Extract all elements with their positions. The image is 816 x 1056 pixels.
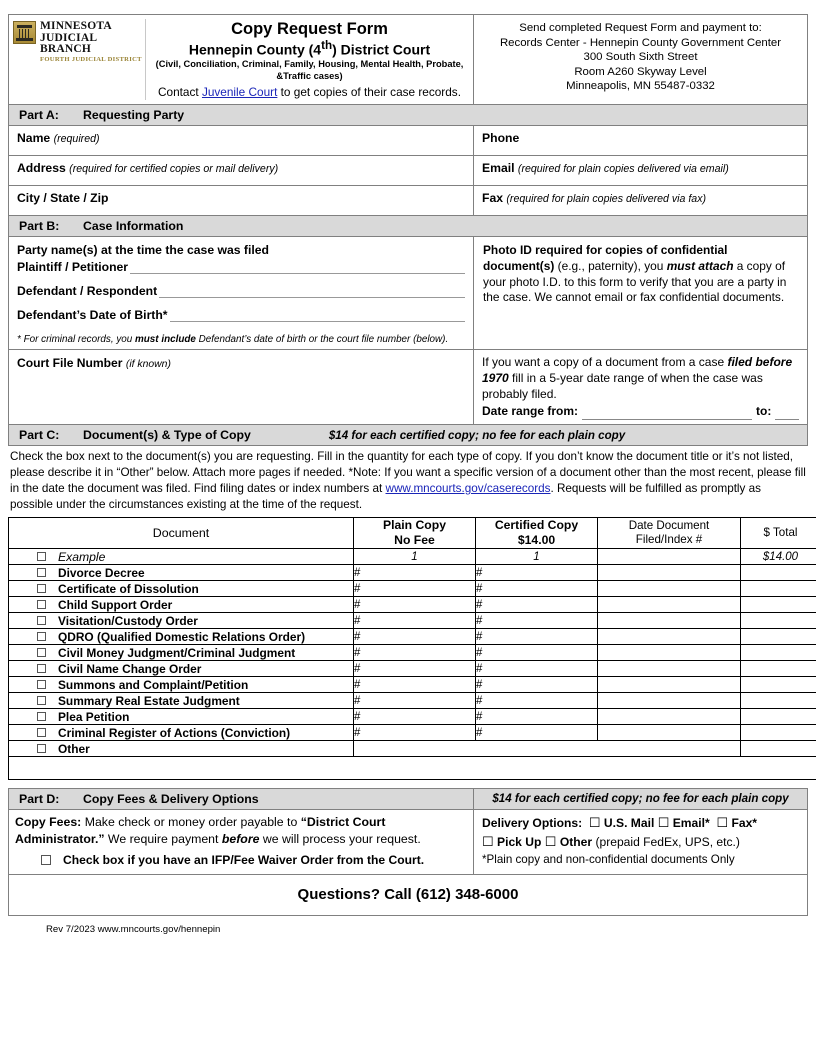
date-from-label: Date range from: [482, 403, 579, 418]
agency-logo [13, 19, 145, 100]
defendant-entry[interactable] [17, 284, 465, 298]
plaintiff-entry[interactable] [17, 260, 465, 274]
date-filed-input[interactable] [598, 629, 741, 645]
copy-fees-block [9, 810, 474, 873]
checkbox-icon[interactable]: ☐ [482, 833, 494, 849]
mailing-address-block [474, 15, 807, 104]
checkbox-icon[interactable] [37, 568, 46, 577]
total-input[interactable] [741, 693, 816, 709]
delivery-options-line-1 [482, 814, 801, 833]
certified-copy-qty-input[interactable]: # [476, 725, 598, 741]
other-and-blank-body [9, 741, 816, 780]
date-from-input[interactable] [582, 407, 752, 420]
part-c-label: Part C: [19, 427, 60, 442]
page-title: Copy Request Form [231, 20, 388, 38]
date-filed-input[interactable] [598, 581, 741, 597]
documents-table-body [9, 549, 816, 565]
checkbox-icon[interactable] [37, 552, 46, 561]
date-filed-input[interactable] [598, 725, 741, 741]
photo-id-mid1: (e.g., paternity), you [554, 258, 667, 273]
example-label: Example [58, 549, 106, 564]
delivery-option-pick-up[interactable]: Pick Up [497, 834, 542, 849]
plain-copy-qty-input[interactable]: # [354, 613, 476, 629]
part-b-grid [8, 237, 808, 425]
other-total-cell[interactable] [741, 741, 816, 757]
name-label: Name [17, 130, 51, 145]
total-input[interactable] [741, 725, 816, 741]
part-d-fee-note: $14 for each certified copy; no fee for each plain copy [492, 792, 789, 806]
total-input[interactable] [741, 645, 816, 661]
part-b-banner [8, 216, 808, 237]
part-d-body [8, 810, 808, 874]
document-label: Summary Real Estate Judgment [58, 693, 240, 708]
table-row [9, 725, 816, 741]
plain-copy-qty-input[interactable]: # [354, 725, 476, 741]
checkbox-icon[interactable] [37, 616, 46, 625]
juvenile-contact-note [148, 83, 471, 100]
document-cell [9, 565, 354, 581]
table-row [9, 565, 816, 581]
checkbox-icon[interactable] [37, 696, 46, 705]
address-line: Records Center - Hennepin County Government Center [499, 36, 782, 49]
document-cell [9, 661, 354, 677]
form-header [8, 14, 808, 105]
defendant-write-line[interactable] [159, 286, 465, 298]
other-description-input[interactable] [354, 741, 741, 757]
date-to-input[interactable] [775, 407, 799, 420]
delivery-options-title: Delivery Options: [482, 816, 583, 831]
logo-line-3: FOURTH JUDICIAL DISTRICT [40, 55, 142, 63]
date-filed-line1: Date Document [628, 518, 710, 532]
phone-field[interactable] [474, 126, 807, 155]
date-filed-input[interactable] [598, 709, 741, 725]
footnote-pre: * For criminal records, you [17, 333, 135, 345]
example-certified-qty: 1 [476, 549, 598, 565]
name-note: (required) [53, 132, 100, 145]
table-row-other [9, 741, 816, 757]
part-a-label: Part A: [19, 107, 59, 122]
column-header-total: $ Total [741, 518, 816, 549]
address-note: (required for certified copies or mail delivery) [69, 162, 279, 175]
email-note: (required for plain copies delivered via email) [517, 162, 729, 175]
checkbox-icon[interactable] [37, 664, 46, 673]
checkbox-icon[interactable] [37, 744, 46, 753]
pillar-icon [13, 21, 36, 44]
date-filed-input[interactable] [598, 565, 741, 581]
checkbox-icon[interactable]: ☐ [657, 815, 670, 831]
copy-fees-text3: we will process your request. [259, 832, 421, 847]
date-to-label: to: [756, 403, 772, 418]
checkbox-icon[interactable] [41, 855, 51, 865]
footnote-bold: must include [134, 333, 196, 345]
checkbox-icon[interactable] [37, 584, 46, 593]
part-b-title: Case Information [83, 218, 184, 233]
footnote-post: Defendant’s date of birth or the court file number (below). [195, 333, 449, 345]
plain-copy-qty-input[interactable]: # [354, 677, 476, 693]
filed-before-1970: filed before 1970 [482, 354, 793, 385]
certified-copy-qty-input[interactable]: # [476, 709, 598, 725]
court-file-number-field[interactable] [9, 350, 474, 424]
plain-copy-qty-input[interactable]: # [354, 597, 476, 613]
party-names-heading: Party name(s) at the time the case was filed [17, 242, 269, 257]
date-range-block [474, 350, 807, 424]
document-cell [9, 725, 354, 741]
instructions-pre: Check the box next to the document(s) you are requesting. Fill in the quantity for each type of copy. If you don’t know the document title or it’s not listed, please describe it in “Other” below. Attach more pages if needed. *Note: If you want a specific version of a document other than the most recent, please fill in the date the document was filed. Find filing dates or index numbers at [10, 449, 806, 496]
date-filed-input[interactable] [598, 677, 741, 693]
delivery-option-fax[interactable]: Fax* [731, 816, 758, 831]
certified-copy-qty-input[interactable]: # [476, 613, 598, 629]
checkbox-icon[interactable]: ☐ [544, 833, 557, 849]
table-row [9, 677, 816, 693]
address-line: Minneapolis, MN 55487-0332 [566, 80, 715, 93]
blank-row-cell[interactable] [9, 757, 816, 780]
document-label: QDRO (Qualified Domestic Relations Order) [58, 629, 306, 644]
document-label: Civil Name Change Order [58, 661, 202, 676]
date-range-instruction-pre: If you want a copy of a document from a case [482, 354, 728, 369]
example-plain-qty: 1 [354, 549, 476, 565]
total-input[interactable] [741, 629, 816, 645]
total-input[interactable] [741, 581, 816, 597]
total-input[interactable] [741, 661, 816, 677]
table-row [9, 693, 816, 709]
document-label: Plea Petition [58, 709, 130, 724]
document-cell [9, 677, 354, 693]
instructions-post: . Requests will be fulfilled as promptly as possible under the circumstances existing at the time of the request. [10, 482, 761, 512]
copy-fees-lead: Copy Fees: [15, 815, 82, 830]
questions-banner: Questions? Call (612) 348-6000 [8, 875, 808, 916]
address-line: Room A260 Skyway Level [574, 65, 707, 78]
part-a-row-3 [9, 186, 807, 216]
delivery-options-line-2 [482, 833, 801, 852]
header-left [9, 15, 474, 104]
part-c-title: Document(s) & Type of Copy [83, 427, 251, 442]
caserecords-link[interactable]: www.mncourts.gov/caserecords [385, 482, 551, 496]
part-a-row-2 [9, 156, 807, 186]
logo-line-2: JUDICIAL BRANCH [40, 31, 97, 55]
certified-copy-qty-input[interactable]: # [476, 645, 598, 661]
date-filed-line2: Filed/Index # [635, 533, 703, 547]
date-filed-input[interactable] [598, 613, 741, 629]
document-cell [9, 709, 354, 725]
certified-copy-qty-input[interactable]: # [476, 693, 598, 709]
date-filed-input[interactable] [598, 661, 741, 677]
delivery-option-email[interactable]: Email* [672, 816, 710, 831]
page-subtitle [148, 39, 471, 58]
city-state-zip-label: City / State / Zip [17, 190, 109, 205]
email-label: Email [482, 160, 515, 175]
name-field[interactable] [9, 126, 474, 155]
plaintiff-label: Plaintiff / Petitioner [17, 259, 129, 274]
city-state-zip-field[interactable] [9, 186, 474, 215]
document-cell [9, 581, 354, 597]
checkbox-icon[interactable] [37, 648, 46, 657]
defendant-dob-write-line[interactable] [170, 310, 465, 322]
table-row [9, 581, 816, 597]
checkbox-icon[interactable]: ☐ [588, 815, 601, 831]
address-line: 300 South Sixth Street [583, 51, 698, 64]
total-input[interactable] [741, 565, 816, 581]
table-row [9, 709, 816, 725]
defendant-dob-entry[interactable] [17, 308, 465, 322]
document-label: Summons and Complaint/Petition [58, 677, 249, 692]
certified-copy-qty-input[interactable]: # [476, 581, 598, 597]
copy-fees-text1: Make check or money order payable to [81, 815, 301, 830]
table-row [9, 613, 816, 629]
fax-note: (required for plain copies delivered via fax) [506, 192, 707, 205]
certified-copy-qty-input[interactable]: # [476, 677, 598, 693]
column-header-document: Document [9, 518, 354, 549]
table-row [9, 629, 816, 645]
contact-pre: Contact [158, 84, 202, 99]
document-label: Visitation/Custody Order [58, 613, 198, 628]
plaintiff-write-line[interactable] [130, 262, 465, 274]
plain-copy-qty-input[interactable]: # [354, 629, 476, 645]
ifp-waiver-label: Check box if you have an IFP/Fee Waiver Order from the Court. [63, 852, 425, 867]
document-label: Civil Money Judgment/Criminal Judgment [58, 645, 296, 660]
address-line: Send completed Request Form and payment to: [519, 22, 762, 34]
part-d-label: Part D: [19, 792, 60, 807]
part-a-title: Requesting Party [83, 107, 185, 122]
part-b-label: Part B: [19, 218, 60, 233]
document-cell [9, 629, 354, 645]
party-names-block [9, 237, 474, 349]
document-cell [9, 693, 354, 709]
total-input[interactable] [741, 597, 816, 613]
date-filed-input[interactable] [598, 597, 741, 613]
payee-name: “District Court Administrator.” [15, 815, 386, 847]
plain-copy-qty-input[interactable]: # [354, 693, 476, 709]
subtitle-post: ) District Court [332, 41, 431, 58]
total-input[interactable] [741, 677, 816, 693]
total-input[interactable] [741, 709, 816, 725]
checkbox-icon[interactable] [37, 712, 46, 721]
plain-copy-qty-input[interactable]: # [354, 661, 476, 677]
revision-line: Rev 7/2023 www.mncourts.gov/hennepin [46, 923, 221, 935]
delivery-other-suffix: (prepaid FedEx, UPS, etc.) [592, 834, 740, 849]
photo-id-lead: Photo ID required for copies of confidential document(s) [483, 242, 728, 273]
checkbox-icon[interactable] [37, 728, 46, 737]
subtitle-ordinal: th [321, 38, 333, 52]
photo-id-mid2: a copy of your photo I.D. to this form to verify that you are a party in the case. We cannot email or fax confidential documents. [483, 258, 787, 305]
table-row-example [9, 549, 816, 565]
phone-label: Phone [482, 130, 520, 145]
juvenile-court-link[interactable]: Juvenile Court [201, 84, 278, 99]
document-cell [9, 613, 354, 629]
part-d-banner [8, 788, 808, 810]
document-label: Divorce Decree [58, 565, 145, 580]
part-c-instructions [8, 446, 808, 518]
court-file-row [9, 350, 807, 425]
date-range-instruction-post: fill in a 5-year date range of when the case was probably filed. [482, 370, 763, 401]
before-emphasis: before [221, 832, 260, 847]
address-label: Address [17, 160, 66, 175]
email-field[interactable] [474, 156, 807, 185]
logo-line-1: MINNESOTA [40, 20, 112, 32]
header-title-block [145, 19, 471, 100]
documents-table [8, 517, 816, 780]
plain-copy-qty-input[interactable]: # [354, 709, 476, 725]
plain-copy-qty-input[interactable]: # [354, 645, 476, 661]
certified-copy-qty-input[interactable]: # [476, 629, 598, 645]
document-rows-body [9, 565, 816, 741]
other-label: Other [58, 741, 90, 756]
plain-copy-line1: Plain Copy [383, 518, 446, 533]
part-b-row [9, 237, 807, 350]
contact-post: to get copies of their case records. [277, 84, 461, 99]
delivery-option-other[interactable]: Other [559, 834, 593, 849]
plain-copy-qty-input[interactable]: # [354, 565, 476, 581]
table-row-blank [9, 757, 816, 780]
date-filed-input[interactable] [598, 693, 741, 709]
defendant-dob-label: Defendant’s Date of Birth* [17, 307, 168, 322]
part-d-title: Copy Fees & Delivery Options [83, 792, 259, 807]
part-a-grid [8, 126, 808, 216]
document-label: Child Support Order [58, 597, 173, 612]
table-row [9, 661, 816, 677]
checkbox-icon[interactable] [37, 632, 46, 641]
case-types-note: (Civil, Conciliation, Criminal, Family, Housing, Mental Health, Probate, &Traffic cases) [155, 59, 464, 82]
delivery-options-block [474, 810, 807, 873]
document-label: Certificate of Dissolution [58, 581, 199, 596]
fax-label: Fax [482, 190, 504, 205]
certified-copy-qty-input[interactable]: # [476, 597, 598, 613]
document-cell [9, 645, 354, 661]
certified-copy-line1: Certified Copy [494, 518, 579, 533]
certified-copy-qty-input[interactable]: # [476, 661, 598, 677]
total-input[interactable] [741, 613, 816, 629]
photo-id-notice [474, 237, 807, 349]
certified-copy-line2: $14.00 [517, 533, 556, 548]
photo-id-must-attach: must attach [666, 258, 734, 273]
certified-copy-qty-input[interactable]: # [476, 565, 598, 581]
copy-fees-text2: We require payment [104, 832, 222, 847]
delivery-plain-copy-note: *Plain copy and non-confidential documents Only [482, 852, 735, 866]
address-field[interactable] [9, 156, 474, 185]
defendant-label: Defendant / Respondent [17, 283, 158, 298]
part-a-row-1 [9, 126, 807, 156]
other-document-cell [9, 741, 354, 757]
court-file-number-label: Court File Number [17, 355, 123, 370]
plain-copy-line2: No Fee [394, 533, 435, 548]
fax-field[interactable] [474, 186, 807, 215]
table-header-row [9, 518, 816, 549]
example-total-cell: $14.00 [741, 549, 816, 565]
checkbox-icon[interactable]: ☐ [716, 815, 729, 831]
part-d-title-block [9, 789, 474, 809]
part-a-banner [8, 105, 808, 126]
ifp-waiver-row[interactable] [15, 852, 467, 869]
column-header-date-filed [598, 518, 741, 549]
checkbox-icon[interactable] [37, 600, 46, 609]
table-row [9, 597, 816, 613]
column-header-plain-copy [354, 518, 476, 549]
subtitle-pre: Hennepin County (4 [188, 41, 322, 58]
criminal-records-footnote [17, 332, 465, 345]
example-document-cell [9, 549, 354, 565]
court-file-number-note: (if known) [125, 358, 171, 370]
delivery-option-us-mail[interactable]: U.S. Mail [603, 816, 655, 831]
date-filed-input[interactable] [598, 645, 741, 661]
column-header-certified-copy [476, 518, 598, 549]
table-row [9, 645, 816, 661]
document-label: Criminal Register of Actions (Conviction) [58, 725, 291, 740]
document-cell [9, 597, 354, 613]
part-c-fee-note: $14 for each certified copy; no fee for each plain copy [328, 428, 626, 442]
example-date-cell [598, 549, 741, 565]
checkbox-icon[interactable] [37, 680, 46, 689]
plain-copy-qty-input[interactable]: # [354, 581, 476, 597]
part-c-banner [8, 425, 808, 446]
